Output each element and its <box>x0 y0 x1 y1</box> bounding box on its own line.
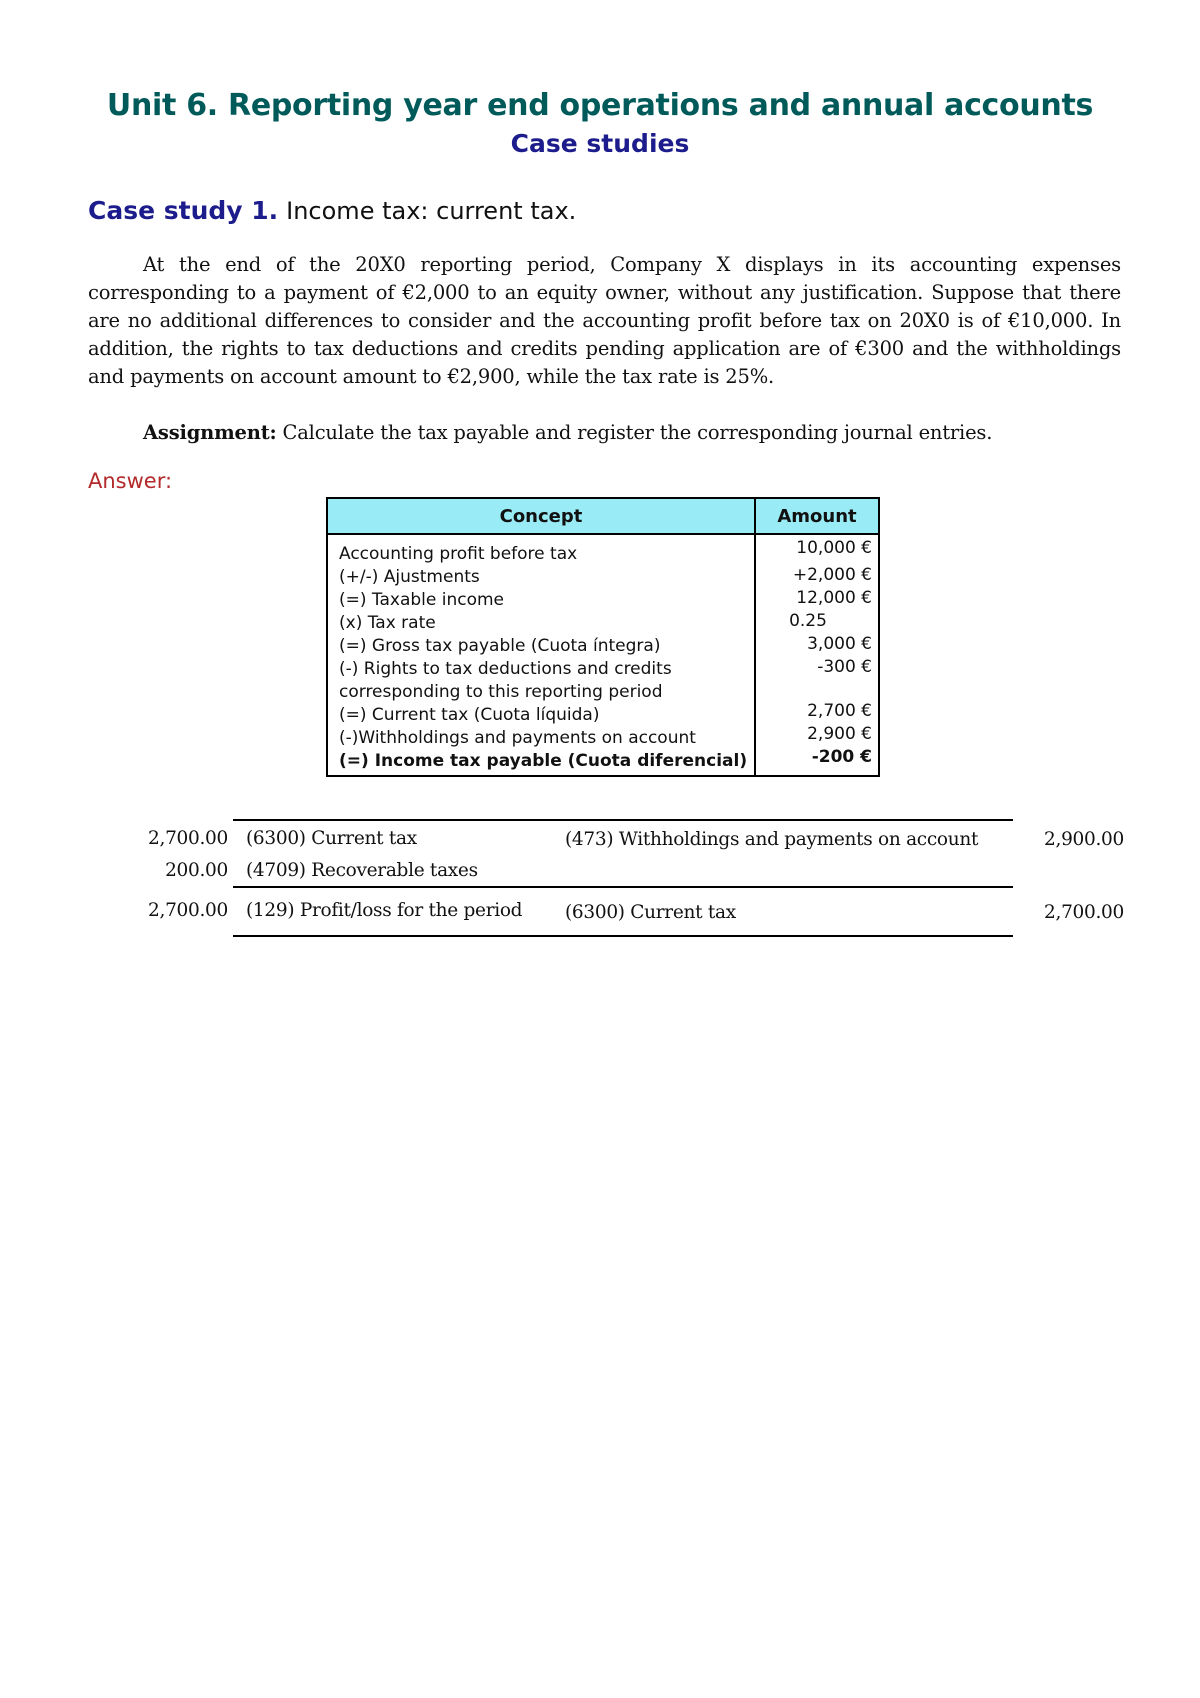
table-row-concept: Accounting profit before tax <box>339 544 578 564</box>
journal-credit-amount: 2,700.00 <box>1044 902 1124 923</box>
concept-column <box>339 543 749 773</box>
table-row-concept-total: (=) Income tax payable (Cuota diferencial) <box>339 751 748 771</box>
journal-credit-account: (473) Withholdings and payments on account <box>565 829 979 850</box>
table-row-amount: +2,000 € <box>792 565 872 585</box>
table-row-concept: (x) Tax rate <box>339 613 436 633</box>
table-row-concept: (=) Taxable income <box>339 590 505 610</box>
table-row-amount: 2,700 € <box>807 701 872 721</box>
assignment-label: Assignment: <box>143 421 277 444</box>
journal-debit-amount: 2,700.00 <box>148 900 228 921</box>
page-title: Unit 6. Reporting year end operations and annual accounts <box>106 88 1094 123</box>
journal-credit-amount: 2,900.00 <box>1044 829 1124 850</box>
answer-label: Answer: <box>88 469 173 493</box>
case-study-topic: Income tax: current tax. <box>286 197 577 225</box>
table-row-concept: (+/-) Ajustments <box>339 567 480 587</box>
journal-divider <box>233 935 1013 937</box>
header-amount: Amount <box>777 506 857 527</box>
journal-divider <box>233 886 1013 888</box>
header-concept: Concept <box>499 506 583 527</box>
table-row-amount: -300 € <box>817 657 872 677</box>
table-row-amount: 3,000 € <box>807 634 872 654</box>
table-row-amount: 2,900 € <box>807 724 872 744</box>
journal-divider <box>233 819 1013 821</box>
journal-credit-account: (6300) Current tax <box>565 902 736 923</box>
journal-debit-amount: 200.00 <box>165 860 228 881</box>
assignment-text: Calculate the tax payable and register the corresponding journal entries. <box>276 421 993 444</box>
tax-computation-table <box>326 497 880 777</box>
journal-debit-account: (129) Profit/loss for the period <box>246 900 523 921</box>
case-study-label: Case study 1. <box>88 196 279 225</box>
case-study-heading <box>88 196 576 225</box>
case-description: At the end of the 20X0 reporting period, Company X displays in its accounting expenses corresponding to a payment of €2,000 to an equity owner, without any justification. Suppose that there are no additional differences to consider and the accounting profit before tax on 20X0 is of €10,000. In addition, the rights to tax deductions and credits pending application are of €300 and the withholdings and payments on account amount to €2,900, while the tax rate is 25%. <box>88 253 1121 388</box>
table-row-amount-total: -200 € <box>811 747 872 767</box>
assignment <box>143 419 992 447</box>
table-row-amount: 10,000 € <box>796 538 872 558</box>
table-row-concept: (=) Current tax (Cuota líquida) <box>339 705 600 725</box>
journal-debit-amount: 2,700.00 <box>148 828 228 849</box>
table-row-concept: (=) Gross tax payable (Cuota íntegra) <box>339 636 661 656</box>
journal-debit-account: (4709) Recoverable taxes <box>246 860 478 881</box>
table-row-concept: (-)Withholdings and payments on account <box>339 728 696 748</box>
table-row-amount: 0.25 <box>789 611 827 631</box>
journal-debit-account: (6300) Current tax <box>246 828 417 849</box>
table-row-concept: (-) Rights to tax deductions and credits corresponding to this reporting period <box>339 659 672 702</box>
table-header <box>328 499 878 535</box>
table-row-amount: 12,000 € <box>796 588 872 608</box>
page-subtitle: Case studies <box>510 129 690 158</box>
